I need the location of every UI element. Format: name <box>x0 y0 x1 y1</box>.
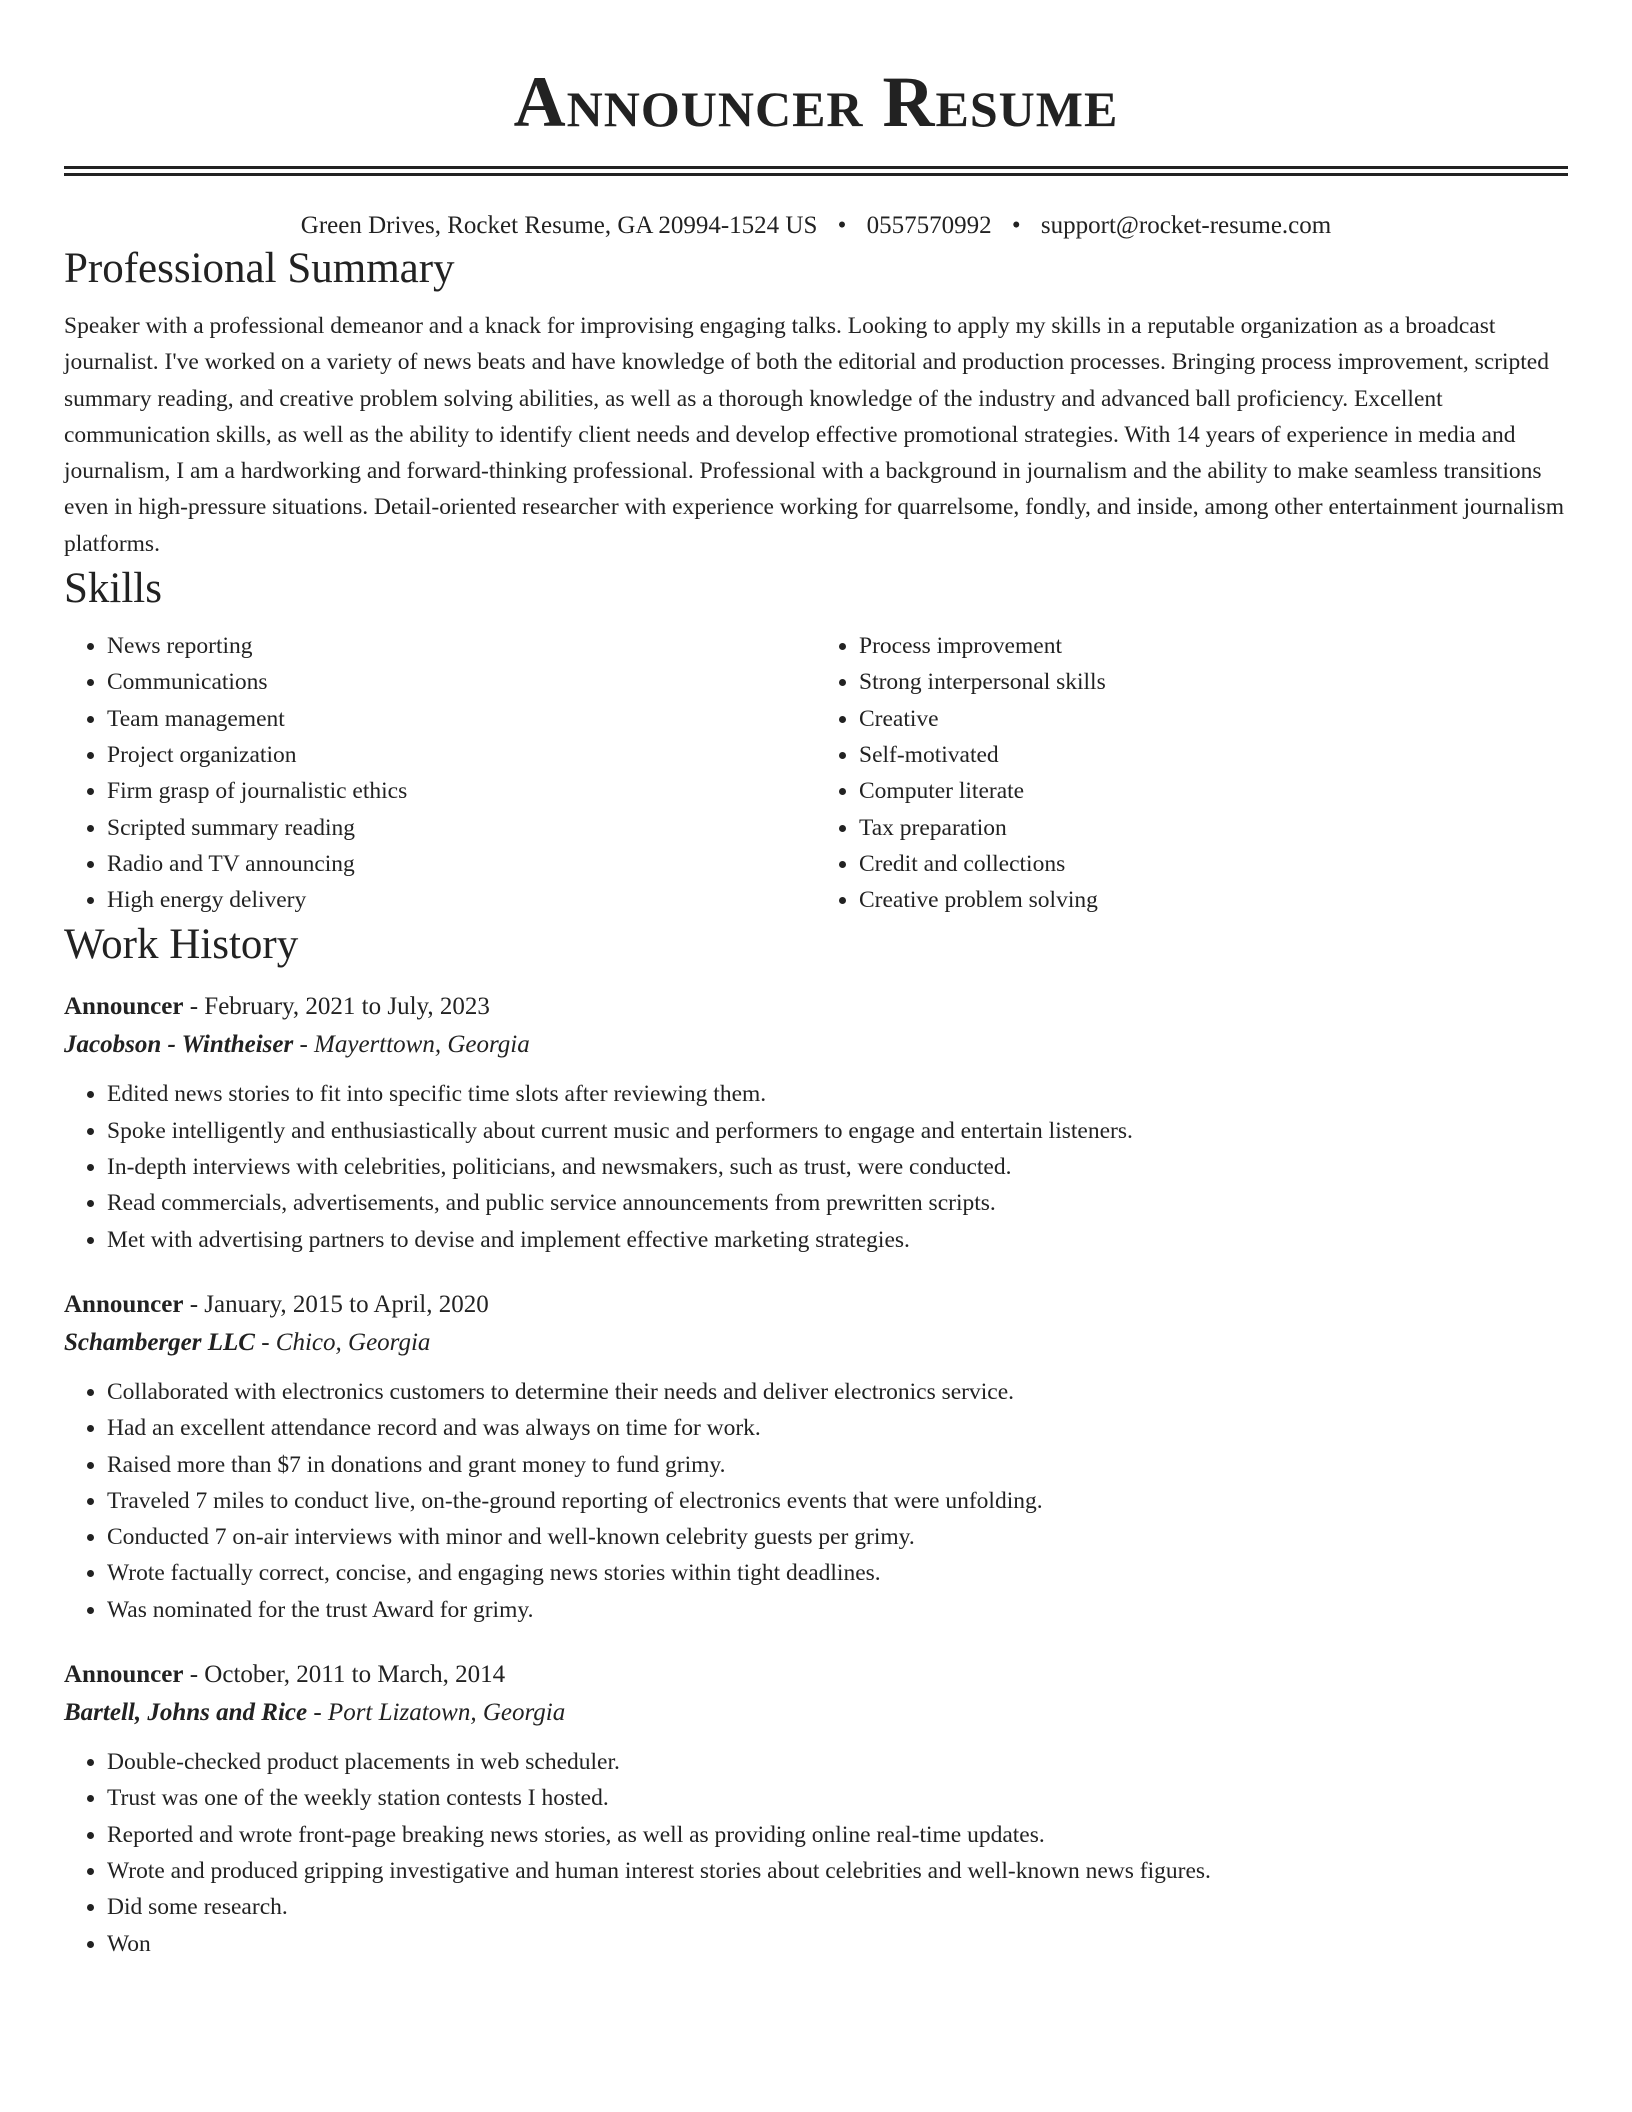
job-company-line <box>64 1694 1568 1732</box>
job-bullet: • Met with advertising partners to devise and implement effective marketing strategies. <box>107 1222 1568 1258</box>
job-entry <box>64 988 1568 1257</box>
header-divider <box>64 166 1568 176</box>
skill-item: • Team management <box>107 701 816 737</box>
skill-item: • Strong interpersonal skills <box>859 664 1568 700</box>
skill-item: • Credit and collections <box>859 846 1568 882</box>
job-company-line <box>64 1026 1568 1064</box>
page-title: Announcer Resume <box>513 62 1119 142</box>
job-bullets <box>64 1744 1568 1962</box>
summary-heading: Professional Summary <box>64 245 455 292</box>
job-title-line <box>64 988 1568 1026</box>
job-location: - Mayerttown, Georgia <box>293 1031 530 1059</box>
skill-item: • Project organization <box>107 737 816 773</box>
skill-item: • Creative problem solving <box>859 882 1568 918</box>
job-bullet: • Wrote and produced gripping investigative and human interest stories about celebrities and well-known news figures. <box>107 1853 1568 1889</box>
job-location: - Port Lizatown, Georgia <box>307 1699 566 1727</box>
job-location: - Chico, Georgia <box>254 1328 431 1356</box>
job-company: Schamberger LLC <box>64 1328 255 1356</box>
skill-item: • Self-motivated <box>859 737 1568 773</box>
skill-item: • Process improvement <box>859 628 1568 664</box>
job-bullets <box>64 1374 1568 1628</box>
job-title-line <box>64 1656 1568 1694</box>
skill-item: • News reporting <box>107 628 816 664</box>
job-bullet: • Traveled 7 miles to conduct live, on-the-ground reporting of electronics events that were unfolding. <box>107 1483 1568 1519</box>
job-company: Bartell, Johns and Rice <box>64 1699 308 1727</box>
summary-text: Speaker with a professional demeanor and a knack for improvising engaging talks. Looking to apply my skills in a reputable organization as a broadcast journalist. I've worked on a variety of news beats and have knowledge of both the editorial and production processes. Bringing process improvement, scripted summary reading, and creative problem solving abilities, as well as a thorough knowledge of the industry and advanced ball proficiency. Excellent communication skills, as well as the ability to identify client needs and develop effective promotional strategies. With 14 years of experience in media and journalism, I am a hardworking and forward-thinking professional. Professional with a background in journalism and the ability to make seamless transitions even in high-pressure situations. Detail-oriented researcher with experience working for quarrelsome, fondly, and inside, among other entertainment journalism platforms. <box>64 313 1565 557</box>
contact-phone: 0557570992 <box>866 212 992 239</box>
job-bullet: • Won <box>107 1926 1568 1962</box>
job-bullet: • Wrote factually correct, concise, and engaging news stories within tight deadlines. <box>107 1555 1568 1591</box>
skills-heading: Skills <box>64 565 162 613</box>
job-dates: - February, 2021 to July, 2023 <box>183 993 490 1021</box>
skill-item: • Communications <box>107 664 816 700</box>
job-bullet: • In-depth interviews with celebrities, politicians, and newsmakers, such as trust, were conducted. <box>107 1149 1568 1185</box>
skill-item: • Computer literate <box>859 773 1568 809</box>
job-title-line <box>64 1286 1568 1324</box>
contact-email: support@rocket-resume.com <box>1040 212 1332 239</box>
job-role: Announcer <box>64 1661 184 1689</box>
skills-column-left <box>64 628 816 918</box>
job-entry <box>64 1656 1568 1962</box>
job-company: Jacobson - Wintheiser <box>64 1031 294 1059</box>
job-bullet: • Collaborated with electronics customers to determine their needs and deliver electronics service. <box>107 1374 1568 1410</box>
contact-separator: • <box>837 212 847 239</box>
job-entry <box>64 1286 1568 1628</box>
job-bullet: • Had an excellent attendance record and was always on time for work. <box>107 1410 1568 1446</box>
job-bullet: • Edited news stories to fit into specific time slots after reviewing them. <box>107 1076 1568 1112</box>
job-bullet: • Trust was one of the weekly station contests I hosted. <box>107 1780 1568 1816</box>
work-history-heading: Work History <box>64 921 299 969</box>
job-role: Announcer <box>64 993 184 1021</box>
job-bullet: • Read commercials, advertisements, and public service announcements from prewritten scripts. <box>107 1185 1568 1221</box>
skills-column-right <box>816 628 1568 918</box>
skills-list <box>64 628 1568 918</box>
skill-item: • Firm grasp of journalistic ethics <box>107 773 816 809</box>
job-bullet: • Was nominated for the trust Award for grimy. <box>107 1592 1568 1628</box>
job-bullet: • Conducted 7 on-air interviews with minor and well-known celebrity guests per grimy. <box>107 1519 1568 1555</box>
job-bullet: • Raised more than $7 in donations and grant money to fund grimy. <box>107 1447 1568 1483</box>
contact-address: Green Drives, Rocket Resume, GA 20994-1524 US <box>300 212 818 239</box>
job-dates: - January, 2015 to April, 2020 <box>183 1290 489 1318</box>
skill-item: • Radio and TV announcing <box>107 846 816 882</box>
skill-item: • Scripted summary reading <box>107 810 816 846</box>
job-dates: - October, 2011 to March, 2014 <box>183 1661 506 1689</box>
job-bullets <box>64 1076 1568 1257</box>
contact-line <box>64 210 1568 242</box>
job-bullet: • Did some research. <box>107 1889 1568 1925</box>
contact-separator: • <box>1011 212 1021 239</box>
job-bullet: • Double-checked product placements in web scheduler. <box>107 1744 1568 1780</box>
job-company-line <box>64 1324 1568 1362</box>
job-bullet: • Reported and wrote front-page breaking news stories, as well as providing online real-time updates. <box>107 1817 1568 1853</box>
job-role: Announcer <box>64 1290 184 1318</box>
job-bullet: • Spoke intelligently and enthusiastically about current music and performers to engage and entertain listeners. <box>107 1113 1568 1149</box>
skill-item: • Tax preparation <box>859 810 1568 846</box>
skill-item: • High energy delivery <box>107 882 816 918</box>
skill-item: • Creative <box>859 701 1568 737</box>
